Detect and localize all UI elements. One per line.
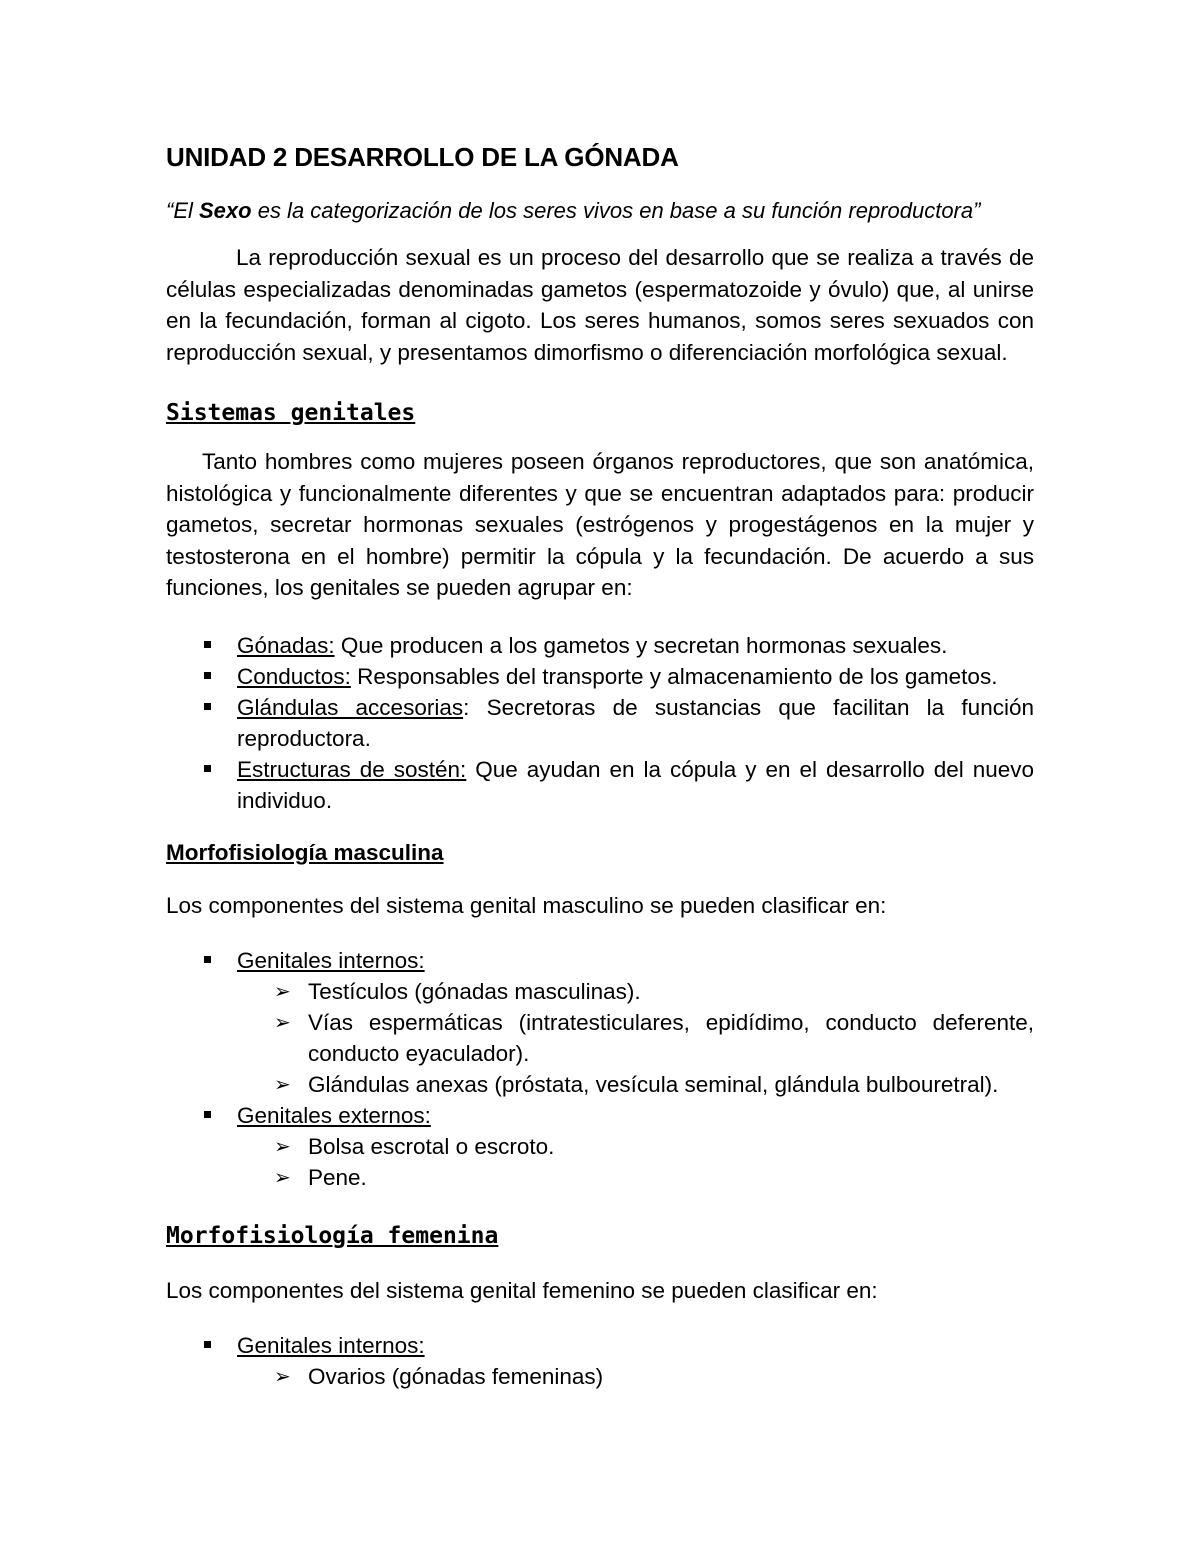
- arrowhead-bullet-icon: ➢: [274, 1363, 291, 1388]
- arrowhead-bullet-icon: ➢: [274, 978, 291, 1003]
- sublist-item: [237, 1361, 1034, 1392]
- femenina-internos-sublist: [237, 1361, 1034, 1392]
- sublist-item-text: Glándulas anexas (próstata, vesícula seminal, glándula bulbouretral).: [308, 1071, 999, 1097]
- quote-bold-term: Sexo: [199, 198, 252, 223]
- list-item: [166, 1330, 1034, 1361]
- list-item-term: Conductos:: [237, 663, 351, 689]
- square-bullet-icon: [204, 1341, 211, 1348]
- list-item: [166, 692, 1034, 754]
- sublist-item: [237, 1162, 1034, 1193]
- section-heading-masculina: Morfofisiología masculina: [166, 839, 444, 865]
- list-item-term: Glándulas accesorias: [237, 694, 464, 720]
- intro-paragraph: La reproducción sexual es un proceso del desarrollo que se realiza a través de células especializadas denominadas gametos (espermatozoide y óvulo) que, al unirse en la fecundación, forman al cigoto. Los seres humanos, somos seres sexuados con reproducción sexual, y presentamos dimorfismo o diferenciación morfológica sexual.: [166, 245, 1034, 365]
- genitales-externos-label: Genitales externos:: [237, 1102, 431, 1128]
- section-heading-femenina: Morfofisiología femenina: [166, 1222, 499, 1249]
- sublist-item: [237, 1007, 1034, 1069]
- masculina-intro: Los componentes del sistema genital masculino se pueden clasificar en:: [166, 892, 887, 918]
- femenina-intro: Los componentes del sistema genital femenino se pueden clasificar en:: [166, 1277, 878, 1303]
- square-bullet-icon: [204, 703, 211, 710]
- list-item-text: Que ayudan en la cópula y en el desarrollo del nuevo individuo.: [237, 756, 1035, 813]
- masculina-list: [166, 945, 1034, 976]
- sublist-item-text: Testículos (gónadas masculinas).: [308, 978, 641, 1004]
- arrowhead-bullet-icon: ➢: [274, 1009, 291, 1034]
- list-item-text: : Secretoras de sustancias que facilitan la función reproductora.: [237, 694, 1034, 751]
- genitales-function-list: [166, 630, 1034, 816]
- document-title: UNIDAD 2 DESARROLLO DE LA GÓNADA: [166, 142, 679, 172]
- femenina-list: [166, 1330, 1034, 1361]
- sublist-item: [237, 1131, 1034, 1162]
- list-item-term: Estructuras de sostén:: [237, 756, 467, 782]
- sistemas-paragraph: Tanto hombres como mujeres poseen órganos reproductores, que son anatómica, histológica y funcionalmente diferentes y que se encuentran adaptados para: producir gametos, secretar hormonas sexuales (estrógenos y progestágenos en la mujer y testosterona en el hombre) permitir la cópula y la fecundación. De acuerdo a sus funciones, los genitales se pueden agrupar en:: [166, 449, 1034, 600]
- masculina-internos-sublist: [237, 976, 1034, 1100]
- genitales-internos-label: Genitales internos:: [237, 947, 425, 973]
- masculina-list-externos: [166, 1100, 1034, 1131]
- definition-quote: [166, 196, 1034, 226]
- arrowhead-bullet-icon: ➢: [274, 1164, 291, 1189]
- list-item-term: Gónadas:: [237, 632, 335, 658]
- list-item: [166, 1100, 1034, 1131]
- quote-open: “El: [166, 198, 199, 223]
- quote-rest: es la categorización de los seres vivos en base a su función reproductora”: [251, 198, 981, 223]
- genitales-internos-label: Genitales internos:: [237, 1332, 425, 1358]
- sublist-item-text: Ovarios (gónadas femeninas): [308, 1363, 604, 1389]
- arrowhead-bullet-icon: ➢: [274, 1133, 291, 1158]
- square-bullet-icon: [204, 672, 211, 679]
- sublist-item-text: Vías espermáticas (intratesticulares, epidídimo, conducto deferente, conducto eyaculador).: [308, 1009, 1034, 1066]
- list-item-text: Que producen a los gametos y secretan hormonas sexuales.: [334, 632, 948, 658]
- list-item: [166, 754, 1034, 816]
- document-content: [166, 140, 1034, 1392]
- masculina-externos-sublist: [237, 1131, 1034, 1193]
- sublist-item: [237, 976, 1034, 1007]
- arrowhead-bullet-icon: ➢: [274, 1071, 291, 1096]
- section-heading-sistemas: Sistemas genitales: [166, 400, 416, 426]
- list-item: [166, 661, 1034, 692]
- list-item: [166, 630, 1034, 661]
- list-item: [166, 945, 1034, 976]
- sublist-item: [237, 1069, 1034, 1100]
- square-bullet-icon: [204, 641, 211, 648]
- square-bullet-icon: [204, 956, 211, 963]
- sublist-item-text: Bolsa escrotal o escroto.: [308, 1133, 555, 1159]
- square-bullet-icon: [204, 1111, 211, 1118]
- square-bullet-icon: [204, 765, 211, 772]
- sublist-item-text: Pene.: [308, 1164, 367, 1190]
- list-item-text: Responsables del transporte y almacenamiento de los gametos.: [350, 663, 998, 689]
